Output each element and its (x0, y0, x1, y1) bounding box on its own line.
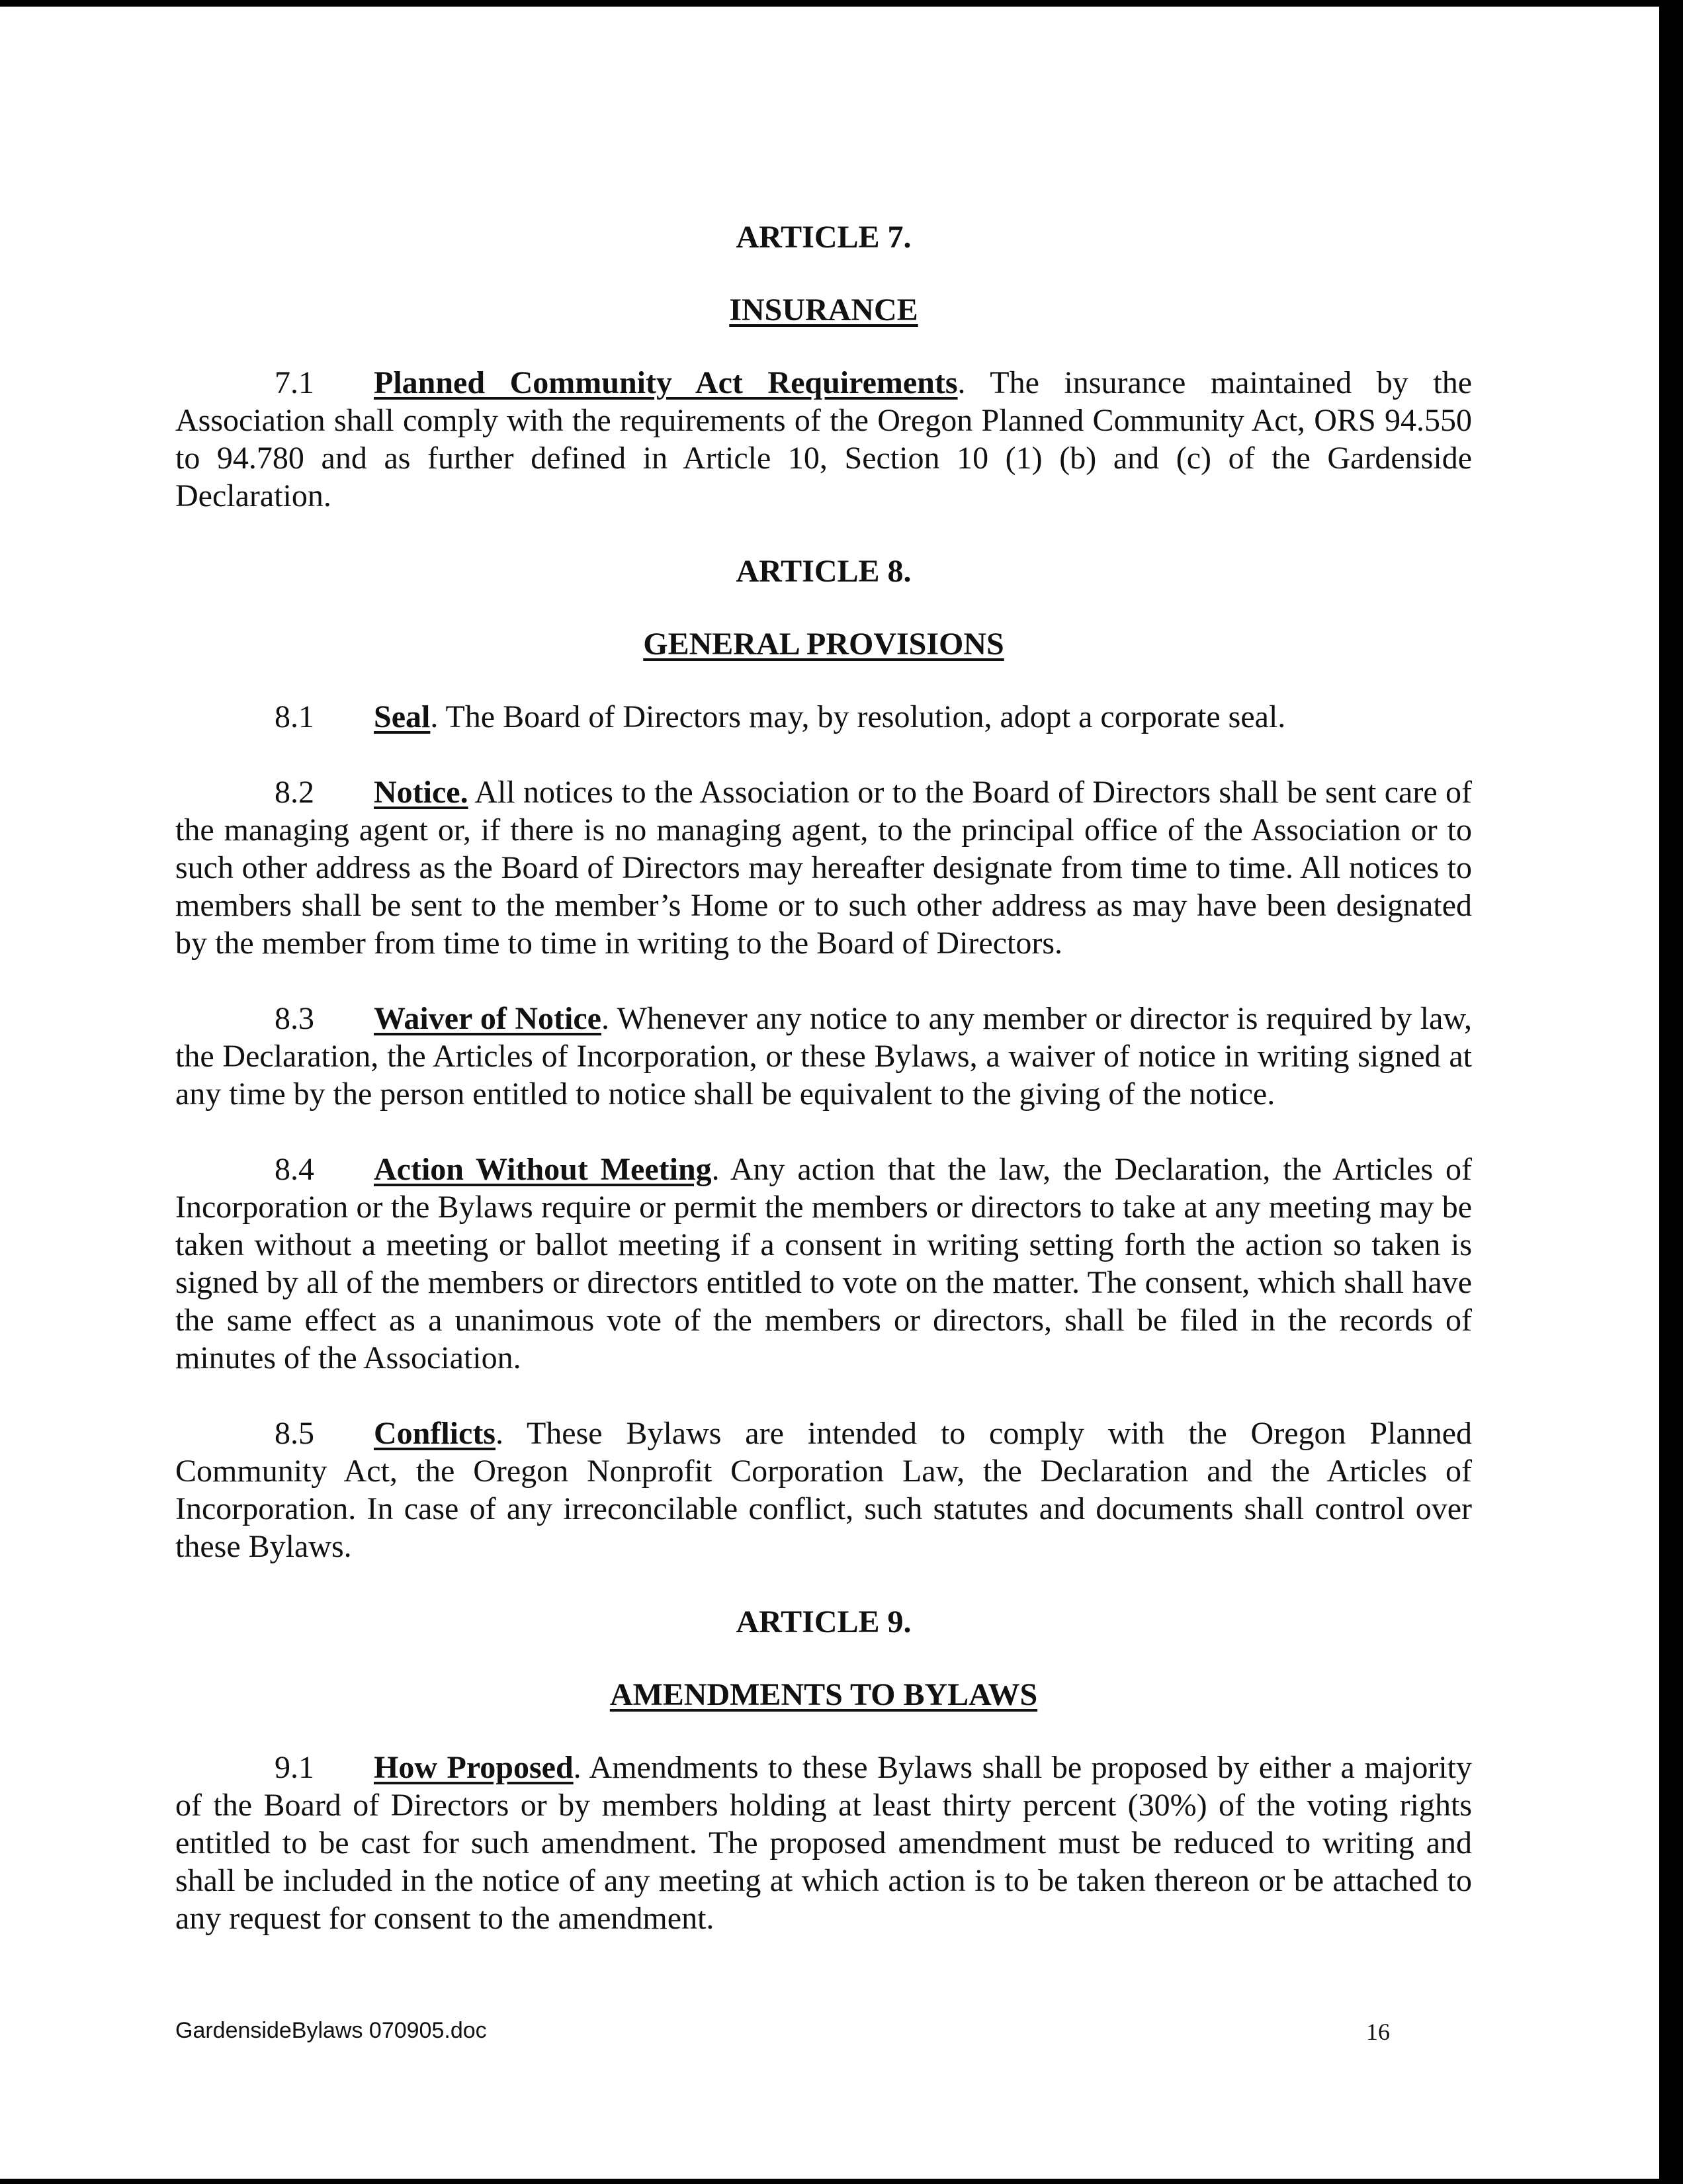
scan-border-right (1659, 0, 1683, 2184)
section-caption: How Proposed (374, 1750, 574, 1785)
section-number: 7.1 (275, 365, 314, 400)
section-text: . These Bylaws are intended to comply with the Oregon Planned Community Act, the Oregon Nonprofit Corporation Law, the Declaration and the Articles of Incorporation. In case of any irreconcilable conflict, such statutes and documents shall control over these Bylaws. (175, 1416, 1472, 1564)
scan-border-top (0, 0, 1683, 7)
section-caption: Planned Community Act Requirements (374, 365, 958, 400)
section-7-1 (175, 364, 1472, 515)
section-8-1 (175, 698, 1472, 736)
section-caption: Seal (374, 699, 431, 734)
footer-filename: GardensideBylaws 070905.doc (175, 2018, 487, 2043)
section-text: . Amendments to these Bylaws shall be proposed by either a majority of the Board of Directors or by members holding at least thirty percent (30%) of the voting rights entitled to be cast for such amendment. The proposed amendment must be reduced to writing and shall be included in the notice of any meeting at which action is to be taken thereon or be attached to any request for consent to the amendment. (175, 1750, 1472, 1936)
section-number: 8.3 (275, 1001, 314, 1036)
scan-border-bottom (0, 2179, 1683, 2184)
article-9-heading: ARTICLE 9. (736, 1604, 912, 1639)
section-text: All notices to the Association or to the Board of Directors shall be sent care of the managing agent or, if there is no managing agent, to the principal office of the Association or to such other address as the Board of Directors may hereafter designate from time to time. All notices to members shall be sent to the member’s Home or to such other address as may have been designated by the member from time to time in writing to the Board of Directors. (175, 775, 1472, 961)
section-9-1 (175, 1749, 1472, 1937)
section-number: 8.4 (275, 1152, 314, 1187)
article-7-heading: ARTICLE 7. (736, 220, 912, 255)
section-caption: Notice. (374, 775, 468, 810)
section-text: . Any action that the law, the Declaration, the Articles of Incorporation or the Bylaws require or permit the members or directors to take at any meeting may be taken without a meeting or ballot meeting if a consent in writing setting forth the action so taken is signed by all of the members or directors entitled to vote on the matter. The consent, which shall have the same effect as a unanimous vote of the members or directors, shall be filed in the records of minutes of the Association. (175, 1152, 1472, 1376)
section-caption: Waiver of Notice (374, 1001, 601, 1036)
section-8-5 (175, 1415, 1472, 1565)
section-caption: Conflicts (374, 1416, 496, 1451)
section-number: 8.5 (275, 1416, 314, 1451)
section-text: . The insurance maintained by the Association shall comply with the requirements of the Oregon Planned Community Act, ORS 94.550 to 94.780 and as further defined in Article 10, Section 10 (1) (b) and (c) of the Gardenside Declaration. (175, 365, 1473, 513)
document-page (175, 218, 1472, 1975)
section-number: 8.2 (275, 775, 314, 810)
section-number: 9.1 (275, 1750, 314, 1785)
article-7-title: INSURANCE (729, 292, 918, 328)
footer-page-number: 16 (1366, 2019, 1390, 2045)
section-caption: Action Without Meeting (374, 1152, 712, 1187)
article-8-title: GENERAL PROVISIONS (643, 627, 1004, 662)
article-8-heading: ARTICLE 8. (736, 554, 912, 589)
section-8-2 (175, 773, 1472, 962)
section-text: . The Board of Directors may, by resolution, adopt a corporate seal. (430, 699, 1286, 734)
section-text: . Whenever any notice to any member or director is required by law, the Declaration, the Articles of Incorporation, or these Bylaws, a waiver of notice in writing signed at any time by the person entitled to notice shall be equivalent to the giving of the notice. (175, 1001, 1472, 1112)
section-8-4 (175, 1151, 1472, 1377)
section-8-3 (175, 1000, 1472, 1113)
page-footer (175, 2018, 1472, 2051)
article-9-title: AMENDMENTS TO BYLAWS (609, 1677, 1038, 1712)
section-number: 8.1 (275, 699, 314, 734)
